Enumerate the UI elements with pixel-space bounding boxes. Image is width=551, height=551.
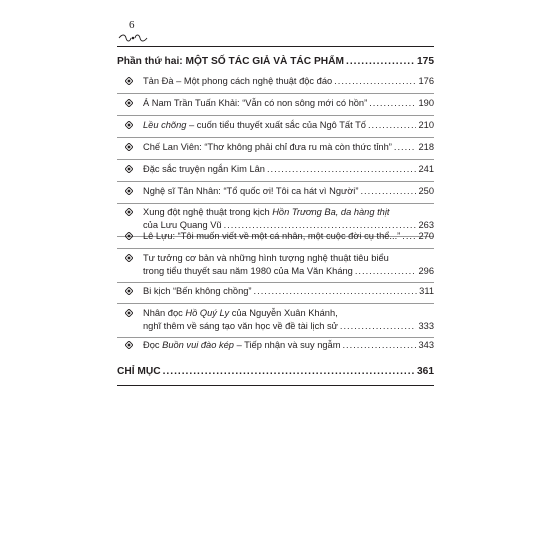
index-title: CHỈ MỤC [117,366,161,377]
part-page: 175 [417,56,434,67]
diamond-bullet-icon [125,339,135,351]
entry-page: 263 [418,220,434,230]
entry-page: 190 [418,98,434,108]
entry-title-italic: Buồn vui đào kép [162,340,234,350]
dot-leader [267,163,417,176]
entry-separator [117,248,434,249]
entry-page: 343 [418,340,434,350]
top-rule [117,46,434,47]
entry-title: Chế Lan Viên: “Thơ không phải chỉ đưa ru mà còn thức tỉnh” [143,142,392,152]
dot-leader [369,97,416,110]
dot-leader [163,365,415,378]
toc-part-heading[interactable] [117,55,434,68]
dot-leader [402,230,416,243]
entry-title-italic: Hồn Trương Ba, da hàng thịt [272,207,390,217]
entry-separator [117,282,434,283]
bottom-rule [117,385,434,386]
dot-leader [368,119,417,132]
entry-title-italic: Lều chõng [143,120,187,130]
dot-leader [254,285,418,298]
page-number: 6 [129,19,135,31]
entry-title-continued: trong tiểu thuyết sau năm 1980 của Ma Văn Kháng [143,266,353,276]
diamond-bullet-icon [125,141,135,153]
entry-title: Đọc [143,340,163,350]
dot-leader [334,75,416,88]
diamond-bullet-icon [125,185,135,197]
entry-separator [117,137,434,138]
diamond-bullet-icon [125,307,135,319]
entry-page: 210 [418,120,434,130]
entry-title: Tản Đà – Một phong cách nghệ thuật độc đáo [143,76,333,86]
dot-leader [394,141,417,154]
dot-leader [342,339,416,352]
dot-leader [340,320,417,333]
dot-leader [355,265,417,278]
entry-page: 311 [419,286,434,296]
entry-page: 241 [418,164,434,174]
ornament-icon [117,33,149,43]
entry-page: 296 [418,266,434,276]
entry-title-continued: của Lưu Quang Vũ [143,220,222,230]
entry-title: Lê Lựu: “Tôi muốn viết về một cá nhân, một cuộc đời cụ thể...” [143,231,401,241]
diamond-bullet-icon [125,75,135,87]
diamond-bullet-icon [125,163,135,175]
diamond-bullet-icon [125,119,135,131]
part-title: Phần thứ hai: MỘT SỐ TÁC GIẢ VÀ TÁC PHẨM [117,56,344,67]
entry-page: 176 [418,76,434,86]
diamond-bullet-icon [125,97,135,109]
entry-title: Nghệ sĩ Tân Nhân: “Tổ quốc ơi! Tôi ca hát vì Người” [143,186,359,196]
diamond-bullet-icon [125,252,135,264]
entry-title-italic: Hồ Quý Ly [185,308,230,318]
entry-separator [117,203,434,204]
entry-title: Đặc sắc truyện ngắn Kim Lân [143,164,265,174]
entry-separator [117,93,434,94]
entry-title: Á Nam Trần Tuấn Khải: “Vẫn có non sông mới có hồn” [143,98,368,108]
entry-page: 270 [418,231,434,241]
entry-title-continued: nghĩ thêm về sáng tạo văn học về đề tài lịch sử [143,321,338,331]
toc-index-heading[interactable] [117,365,434,378]
diamond-bullet-icon [125,230,135,242]
entry-title-tail: – Tiếp nhận và suy ngẫm [233,340,341,350]
entry-title: Nhân đọc [143,308,186,318]
entry-title-tail: của Nguyễn Xuân Khánh, [229,308,338,318]
entry-title: Tư tưởng cơ bản và những hình tượng nghệ thuật tiêu biểu [143,253,389,263]
dot-leader [360,185,416,198]
entry-separator [117,115,434,116]
entry-separator [117,337,434,338]
entry-page: 218 [418,142,434,152]
index-page: 361 [417,366,434,377]
entry-page: 250 [418,186,434,196]
entry-separator [117,181,434,182]
diamond-bullet-icon [125,285,135,297]
entry-title: Bi kịch “Bến không chồng” [143,286,252,296]
entry-page: 333 [418,321,434,331]
entry-separator [117,159,434,160]
entry-title: Xung đột nghệ thuật trong kịch [143,207,273,217]
entry-title: – cuốn tiểu thuyết xuất sắc của Ngô Tất Tố [186,120,366,130]
dot-leader [346,55,415,68]
diamond-bullet-icon [125,206,135,218]
entry-separator [117,303,434,304]
